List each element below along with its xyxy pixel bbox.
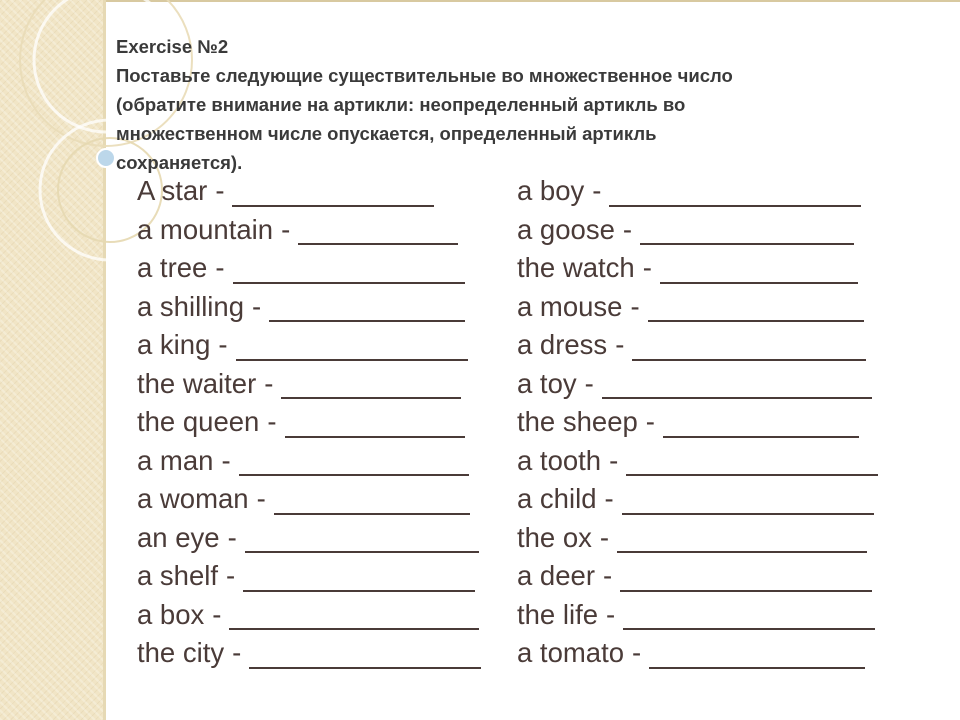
exercise-row	[137, 480, 509, 519]
answer-blank	[269, 291, 465, 322]
answer-blank	[640, 214, 854, 245]
exercise-row	[137, 249, 509, 288]
dash-separator: -	[264, 367, 274, 399]
answer-blank	[602, 368, 872, 399]
exercise-row	[517, 288, 907, 327]
answer-blank	[663, 407, 859, 438]
noun-word: the ox	[517, 521, 592, 553]
exercise-row	[517, 365, 907, 404]
bullet-dot-icon	[97, 149, 115, 167]
dash-separator: -	[232, 637, 242, 669]
answer-blank	[609, 176, 861, 207]
exercise-row	[137, 365, 509, 404]
noun-word: the waiter	[137, 367, 257, 399]
noun-word: a goose	[517, 213, 615, 245]
dash-separator: -	[604, 483, 614, 515]
answer-blank	[249, 638, 481, 669]
answer-blank	[232, 176, 434, 207]
exercise-title: Exercise №2	[116, 36, 229, 57]
answer-blank	[285, 407, 465, 438]
exercise-row	[137, 596, 509, 635]
exercise-row	[517, 249, 907, 288]
noun-word: a box	[137, 598, 205, 630]
exercise-row	[517, 442, 907, 481]
noun-word: the life	[517, 598, 599, 630]
dash-separator: -	[221, 444, 231, 476]
noun-word: a toy	[517, 367, 577, 399]
exercise-row	[517, 211, 907, 250]
exercise-row	[137, 519, 509, 558]
dash-separator: -	[592, 175, 602, 207]
answer-blank	[649, 638, 865, 669]
top-rule	[106, 0, 960, 2]
exercise-row	[517, 596, 907, 635]
noun-word: a woman	[137, 483, 249, 515]
noun-word: the sheep	[517, 406, 638, 438]
dash-separator: -	[256, 483, 266, 515]
answer-blank	[626, 445, 878, 476]
noun-word: a deer	[517, 560, 595, 592]
exercise-row	[137, 172, 509, 211]
noun-word: a tooth	[517, 444, 602, 476]
answer-blank	[648, 291, 864, 322]
noun-word: an eye	[137, 521, 220, 553]
noun-word: a king	[137, 329, 211, 361]
noun-word: a tomato	[517, 637, 625, 669]
answer-blank	[298, 214, 458, 245]
noun-word: the queen	[137, 406, 260, 438]
dash-separator: -	[212, 598, 222, 630]
left-word-column	[137, 172, 509, 673]
noun-word: a tree	[137, 252, 208, 284]
dash-separator: -	[227, 521, 237, 553]
noun-word: a man	[137, 444, 214, 476]
answer-blank	[274, 484, 470, 515]
answer-blank	[617, 522, 867, 553]
dash-separator: -	[632, 637, 642, 669]
dash-separator: -	[281, 213, 291, 245]
dash-separator: -	[606, 598, 616, 630]
dash-separator: -	[267, 406, 277, 438]
noun-word: a dress	[517, 329, 608, 361]
dash-separator: -	[602, 560, 613, 592]
dash-separator: -	[215, 252, 225, 284]
dash-separator: -	[599, 521, 610, 553]
exercise-row	[137, 442, 509, 481]
answer-blank	[245, 522, 479, 553]
exercise-row	[517, 634, 907, 673]
answer-blank	[239, 445, 469, 476]
answer-blank	[623, 599, 875, 630]
answer-blank	[243, 561, 475, 592]
answer-blank	[620, 561, 872, 592]
answer-blank	[233, 253, 465, 284]
instruction-line-4: сохраняется).	[116, 152, 243, 173]
dash-separator: -	[218, 329, 228, 361]
dash-separator: -	[609, 444, 619, 476]
answer-blank	[281, 368, 461, 399]
answer-blank	[632, 330, 866, 361]
noun-word: a shilling	[137, 290, 245, 322]
exercise-row	[517, 403, 907, 442]
exercise-row	[517, 326, 907, 365]
dash-separator: -	[630, 290, 640, 322]
exercise-row	[137, 288, 509, 327]
dash-separator: -	[642, 252, 652, 284]
instruction-line-2: (обратите внимание на артикли: неопределенный артикль во	[116, 94, 686, 115]
noun-word: a boy	[517, 175, 585, 207]
exercise-row	[517, 480, 907, 519]
dash-separator: -	[252, 290, 262, 322]
answer-blank	[660, 253, 858, 284]
exercise-row	[517, 172, 907, 211]
answer-blank	[236, 330, 468, 361]
right-word-column	[517, 172, 907, 673]
noun-word: a shelf	[137, 560, 219, 592]
dash-separator: -	[622, 213, 633, 245]
dash-separator: -	[645, 406, 655, 438]
exercise-row	[137, 403, 509, 442]
exercise-header	[116, 32, 916, 177]
noun-word: the city	[137, 637, 225, 669]
exercise-row	[137, 634, 509, 673]
noun-word: a mouse	[517, 290, 623, 322]
instruction-line-1: Поставьте следующие существительные во множественное число	[116, 65, 733, 86]
exercise-row	[517, 557, 907, 596]
noun-word: A star	[137, 175, 208, 207]
exercise-row	[137, 326, 509, 365]
dash-separator: -	[615, 329, 625, 361]
dash-separator: -	[584, 367, 594, 399]
answer-blank	[229, 599, 479, 630]
exercise-row	[137, 211, 509, 250]
noun-word: a mountain	[137, 213, 274, 245]
exercise-row	[137, 557, 509, 596]
answer-blank	[622, 484, 874, 515]
noun-word: a child	[517, 483, 597, 515]
exercise-row	[517, 519, 907, 558]
noun-word: the watch	[517, 252, 635, 284]
dash-separator: -	[226, 560, 236, 592]
dash-separator: -	[215, 175, 225, 207]
instruction-line-3: множественном числе опускается, определенный артикль	[116, 123, 657, 144]
